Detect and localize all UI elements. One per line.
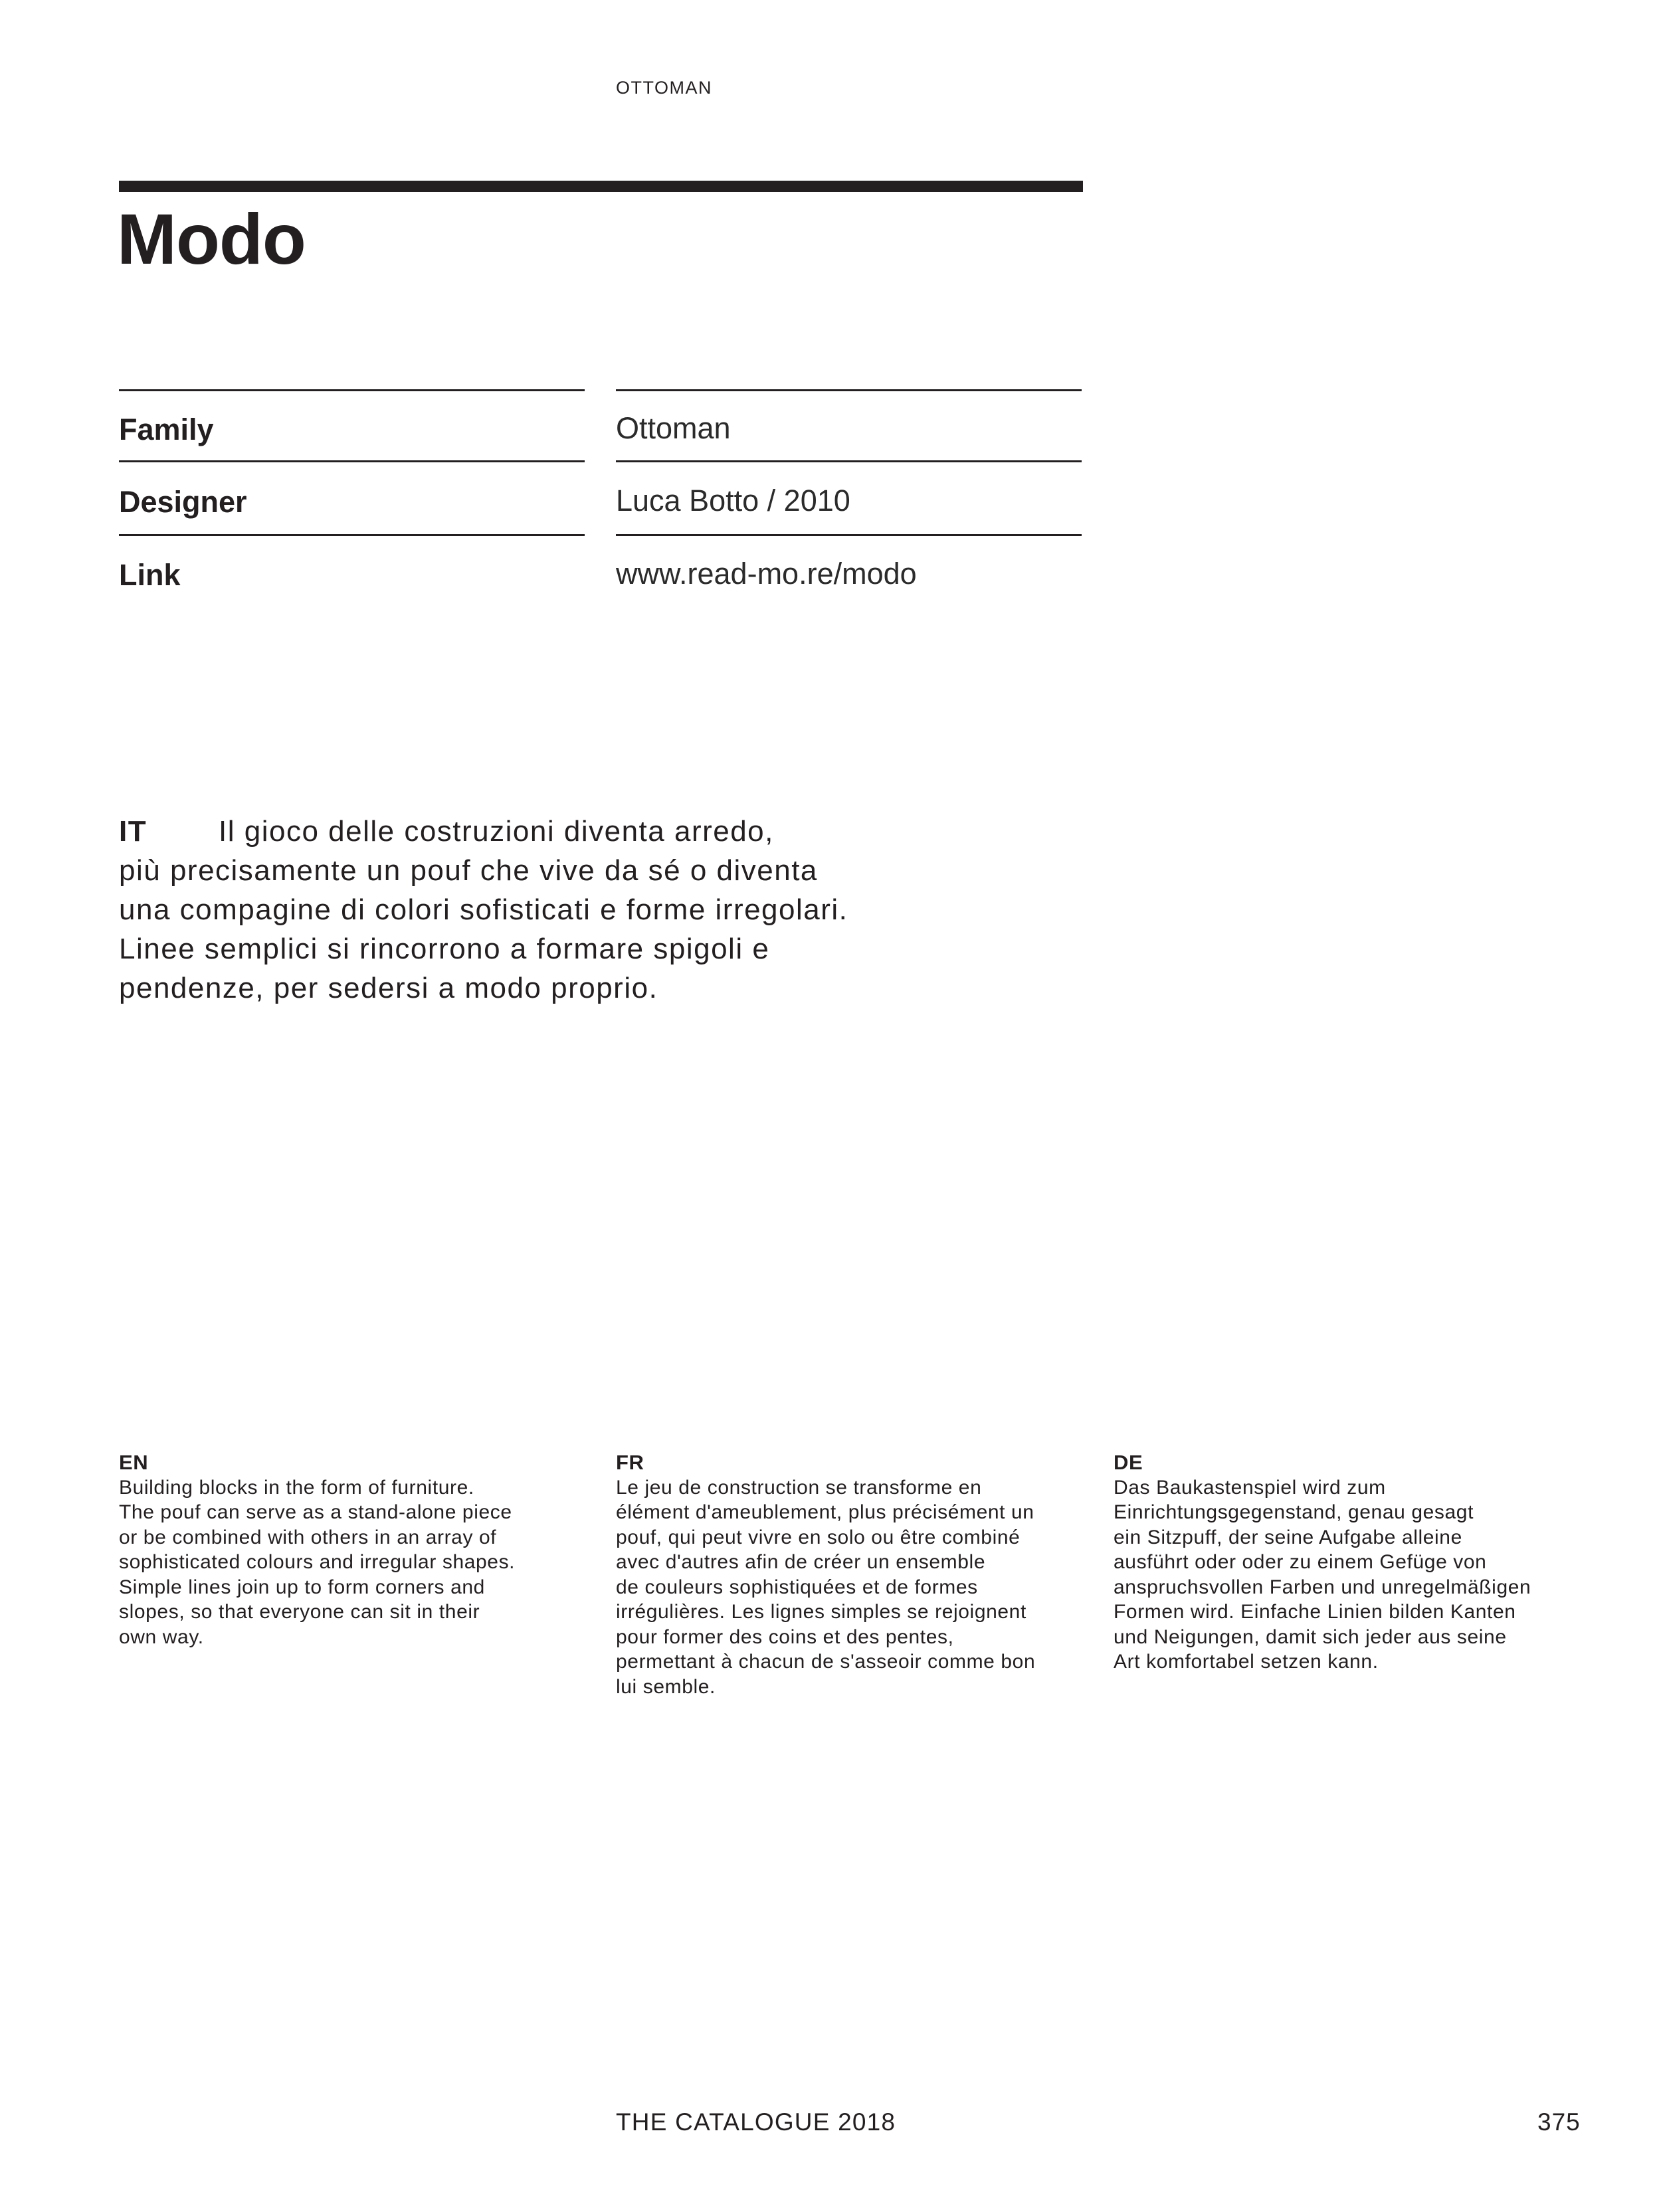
lang-code-de: DE [1114,1451,1143,1474]
intro-line: Linee semplici si rincorrono a formare spigoli e [119,933,770,965]
intro-line: una compagine di colori sofisticati e forme irregolari. [119,893,848,926]
spec-value-family: Ottoman [616,411,731,445]
text-line: élément d'ameublement, plus précisément un [616,1501,1034,1523]
text-line: or be combined with others in an array of [119,1526,497,1548]
text-line: Art komfortabel setzen kann. [1114,1651,1379,1673]
text-line: anspruchsvollen Farben und unregelmäßigen [1114,1576,1531,1598]
section-label: OTTOMAN [616,78,712,98]
spec-value-designer: Luca Botto / 2010 [616,484,850,517]
spec-key-family: Family [119,413,214,446]
text-line: Das Baukastenspiel wird zum [1114,1476,1386,1499]
lang-code-en: EN [119,1451,149,1474]
intro-lang-code: IT [119,815,147,848]
spec-divider [616,389,1082,391]
text-line: avec d'autres afin de créer un ensemble [616,1551,986,1573]
footer-catalogue-title: THE CATALOGUE 2018 [616,2108,896,2136]
text-line: Formen wird. Einfache Linien bilden Kanten [1114,1601,1516,1623]
page-number: 375 [1537,2108,1581,2136]
text-line: permettant à chacun de s'asseoir comme bon [616,1651,1036,1673]
text-line: own way. [119,1625,204,1648]
text-line: ausführt oder oder zu einem Gefüge von [1114,1551,1487,1573]
spec-divider [119,534,585,536]
description-fr [616,1450,1094,1699]
intro-line-text: Il gioco delle costruzioni diventa arredo, [219,815,774,848]
text-line: irrégulières. Les lignes simples se rejoignent [616,1601,1026,1623]
intro-line: pendenze, per sedersi a modo proprio. [119,972,658,1004]
text-line: und Neigungen, damit sich jeder aus seine [1114,1625,1507,1648]
text-line: Einrichtungsgegenstand, genau gesagt [1114,1501,1474,1523]
text-line: Building blocks in the form of furniture. [119,1476,474,1499]
text-line: Le jeu de construction se transforme en [616,1476,982,1499]
text-line: slopes, so that everyone can sit in their [119,1601,480,1623]
lang-code-fr: FR [616,1451,644,1474]
spec-divider [616,460,1082,462]
intro-line [119,812,983,851]
description-de [1114,1450,1592,1675]
text-line: sophisticated colours and irregular shapes. [119,1551,516,1573]
spec-divider [616,534,1082,536]
intro-line: più precisamente un pouf che vive da sé o diventa [119,854,818,887]
text-line: de couleurs sophistiquées et de formes [616,1576,978,1598]
title-rule [119,181,1083,192]
spec-key-designer: Designer [119,485,247,519]
spec-divider [119,460,585,462]
text-line: pour former des coins et des pentes, [616,1625,954,1648]
intro-it [119,812,983,1008]
text-line: ein Sitzpuff, der seine Aufgabe alleine [1114,1526,1462,1548]
page-title: Modo [117,199,306,279]
text-line: Simple lines join up to form corners and [119,1576,485,1598]
spec-divider [119,389,585,391]
spec-key-link: Link [119,558,181,592]
text-line: lui semble. [616,1675,716,1698]
spec-value-link[interactable]: www.read-mo.re/modo [616,557,917,591]
text-line: pouf, qui peut vivre en solo ou être combiné [616,1526,1021,1548]
text-line: The pouf can serve as a stand-alone piece [119,1501,512,1523]
description-en [119,1450,597,1649]
